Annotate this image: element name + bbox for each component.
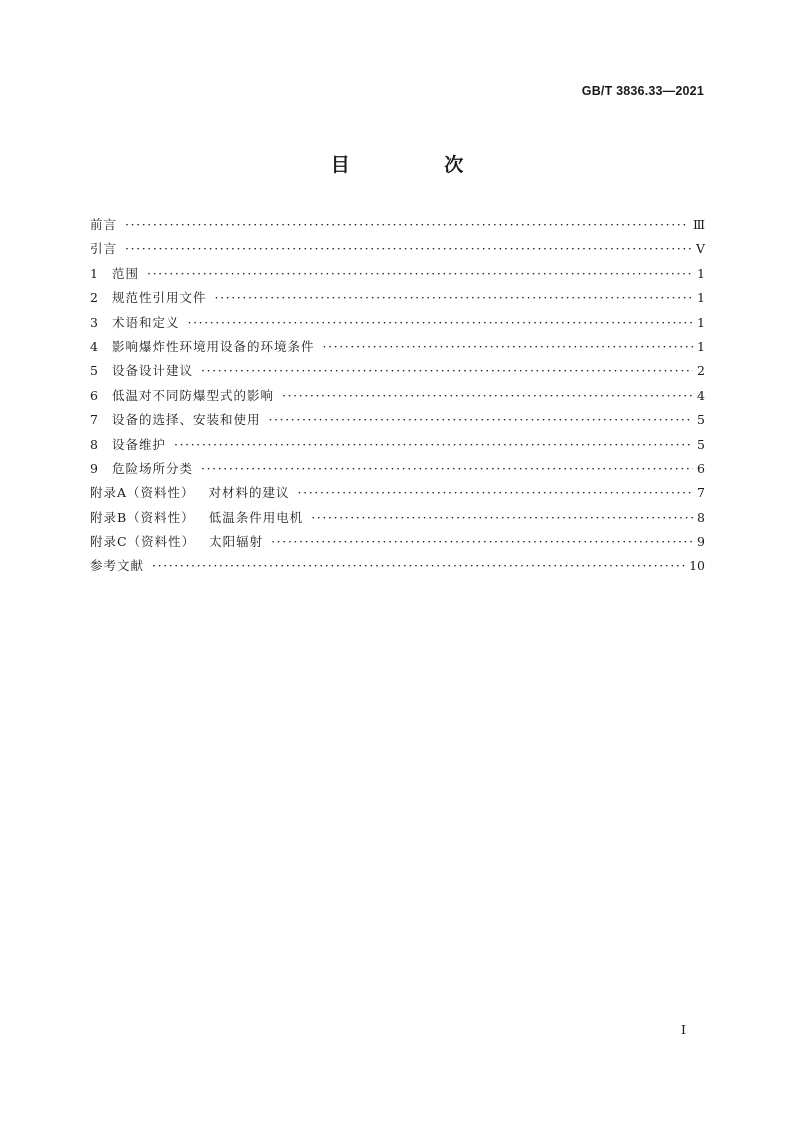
toc-entry-label: 参考文献 bbox=[90, 558, 145, 574]
toc-entry-number: 4 bbox=[90, 338, 98, 354]
dot-leader bbox=[201, 461, 693, 476]
annex-title: 对材料的建议 bbox=[208, 485, 290, 501]
toc-entry-label: 低温对不同防爆型式的影响 bbox=[112, 387, 275, 403]
toc-entry-page: 5 bbox=[697, 436, 705, 452]
toc-entry-introduction[interactable] bbox=[90, 239, 705, 263]
dot-leader bbox=[188, 315, 693, 330]
toc-entry-annex-a[interactable] bbox=[90, 483, 705, 507]
toc-entry-section-1[interactable] bbox=[90, 264, 705, 288]
toc-entry-page: 10 bbox=[689, 558, 705, 574]
toc-entry-number: 2 bbox=[90, 290, 98, 306]
toc-entry-label: 术语和定义 bbox=[112, 314, 180, 330]
toc-entry-label: 引言 bbox=[90, 241, 118, 257]
annex-title: 低温条件用电机 bbox=[208, 509, 304, 525]
toc-entry-number: 3 bbox=[90, 314, 98, 330]
toc-entry-label bbox=[90, 483, 290, 501]
dot-leader bbox=[201, 363, 693, 378]
toc-entry-section-7[interactable] bbox=[90, 410, 705, 434]
toc-entry-page: 8 bbox=[697, 509, 705, 525]
toc-entry-foreword[interactable] bbox=[90, 215, 705, 239]
toc-entry-section-6[interactable] bbox=[90, 386, 705, 410]
toc-entry-bibliography[interactable] bbox=[90, 556, 705, 580]
toc-entry-label: 设备设计建议 bbox=[112, 363, 194, 379]
toc-entry-section-8[interactable] bbox=[90, 435, 705, 459]
dot-leader bbox=[215, 290, 693, 305]
toc-entry-section-3[interactable] bbox=[90, 313, 705, 337]
page-number: Ⅰ bbox=[681, 1022, 686, 1037]
toc-entry-label bbox=[90, 508, 303, 526]
toc-entry-number: 9 bbox=[90, 460, 98, 476]
dot-leader bbox=[298, 485, 693, 500]
page-title: 目 次 bbox=[330, 154, 508, 176]
dot-leader bbox=[125, 217, 689, 232]
toc-entry-label: 前言 bbox=[90, 217, 118, 232]
toc-entry-number: 7 bbox=[90, 412, 98, 428]
annex-title: 太阳辐射 bbox=[209, 534, 264, 550]
toc-entry-page: 2 bbox=[697, 363, 705, 379]
dot-leader bbox=[323, 339, 693, 354]
toc-entry-annex-c[interactable] bbox=[90, 532, 705, 556]
dot-leader bbox=[147, 266, 693, 281]
toc-entry-page: 4 bbox=[697, 387, 705, 403]
toc-entry-label: 设备的选择、安装和使用 bbox=[112, 412, 261, 428]
toc-entry-section-5[interactable] bbox=[90, 361, 705, 385]
dot-leader bbox=[125, 241, 692, 256]
toc-entry-page: 9 bbox=[697, 534, 705, 550]
toc-entry-label: 危险场所分类 bbox=[112, 460, 194, 476]
dot-leader bbox=[174, 437, 693, 452]
toc-entry-page: Ⅲ bbox=[692, 217, 705, 232]
toc-entry-page: 7 bbox=[697, 485, 705, 501]
toc-entry-page: Ⅴ bbox=[695, 241, 705, 257]
annex-designation: 附录A（资料性） bbox=[90, 485, 195, 501]
dot-leader bbox=[269, 412, 693, 427]
standard-code: GB/T 3836.33—2021 bbox=[581, 84, 704, 98]
dot-leader bbox=[152, 558, 685, 573]
toc-entry-label: 范围 bbox=[112, 265, 140, 281]
annex-designation: 附录B（资料性） bbox=[90, 509, 195, 525]
dot-leader bbox=[271, 534, 693, 549]
toc-entry-number: 1 bbox=[90, 265, 98, 281]
toc-entry-page: 1 bbox=[697, 290, 705, 306]
toc-entry-section-9[interactable] bbox=[90, 459, 705, 483]
toc-entry-page: 6 bbox=[697, 460, 705, 476]
dot-leader bbox=[311, 510, 693, 525]
toc-entry-number: 8 bbox=[90, 436, 98, 452]
toc-entry-label bbox=[90, 532, 263, 550]
toc-entry-label: 影响爆炸性环境用设备的环境条件 bbox=[112, 338, 315, 354]
toc-entry-section-4[interactable] bbox=[90, 337, 705, 361]
toc-entry-number: 5 bbox=[90, 363, 98, 379]
toc-entry-label: 规范性引用文件 bbox=[112, 290, 207, 306]
toc-entry-section-2[interactable] bbox=[90, 288, 705, 312]
table-of-contents bbox=[90, 215, 705, 581]
annex-designation: 附录C（资料性） bbox=[90, 534, 196, 550]
toc-entry-page: 1 bbox=[697, 314, 705, 330]
toc-entry-number: 6 bbox=[90, 387, 98, 403]
toc-entry-label: 设备维护 bbox=[112, 436, 167, 452]
toc-entry-page: 1 bbox=[697, 265, 705, 281]
dot-leader bbox=[282, 388, 693, 403]
toc-entry-page: 1 bbox=[697, 338, 705, 354]
toc-entry-page: 5 bbox=[697, 412, 705, 428]
toc-entry-annex-b[interactable] bbox=[90, 508, 705, 532]
